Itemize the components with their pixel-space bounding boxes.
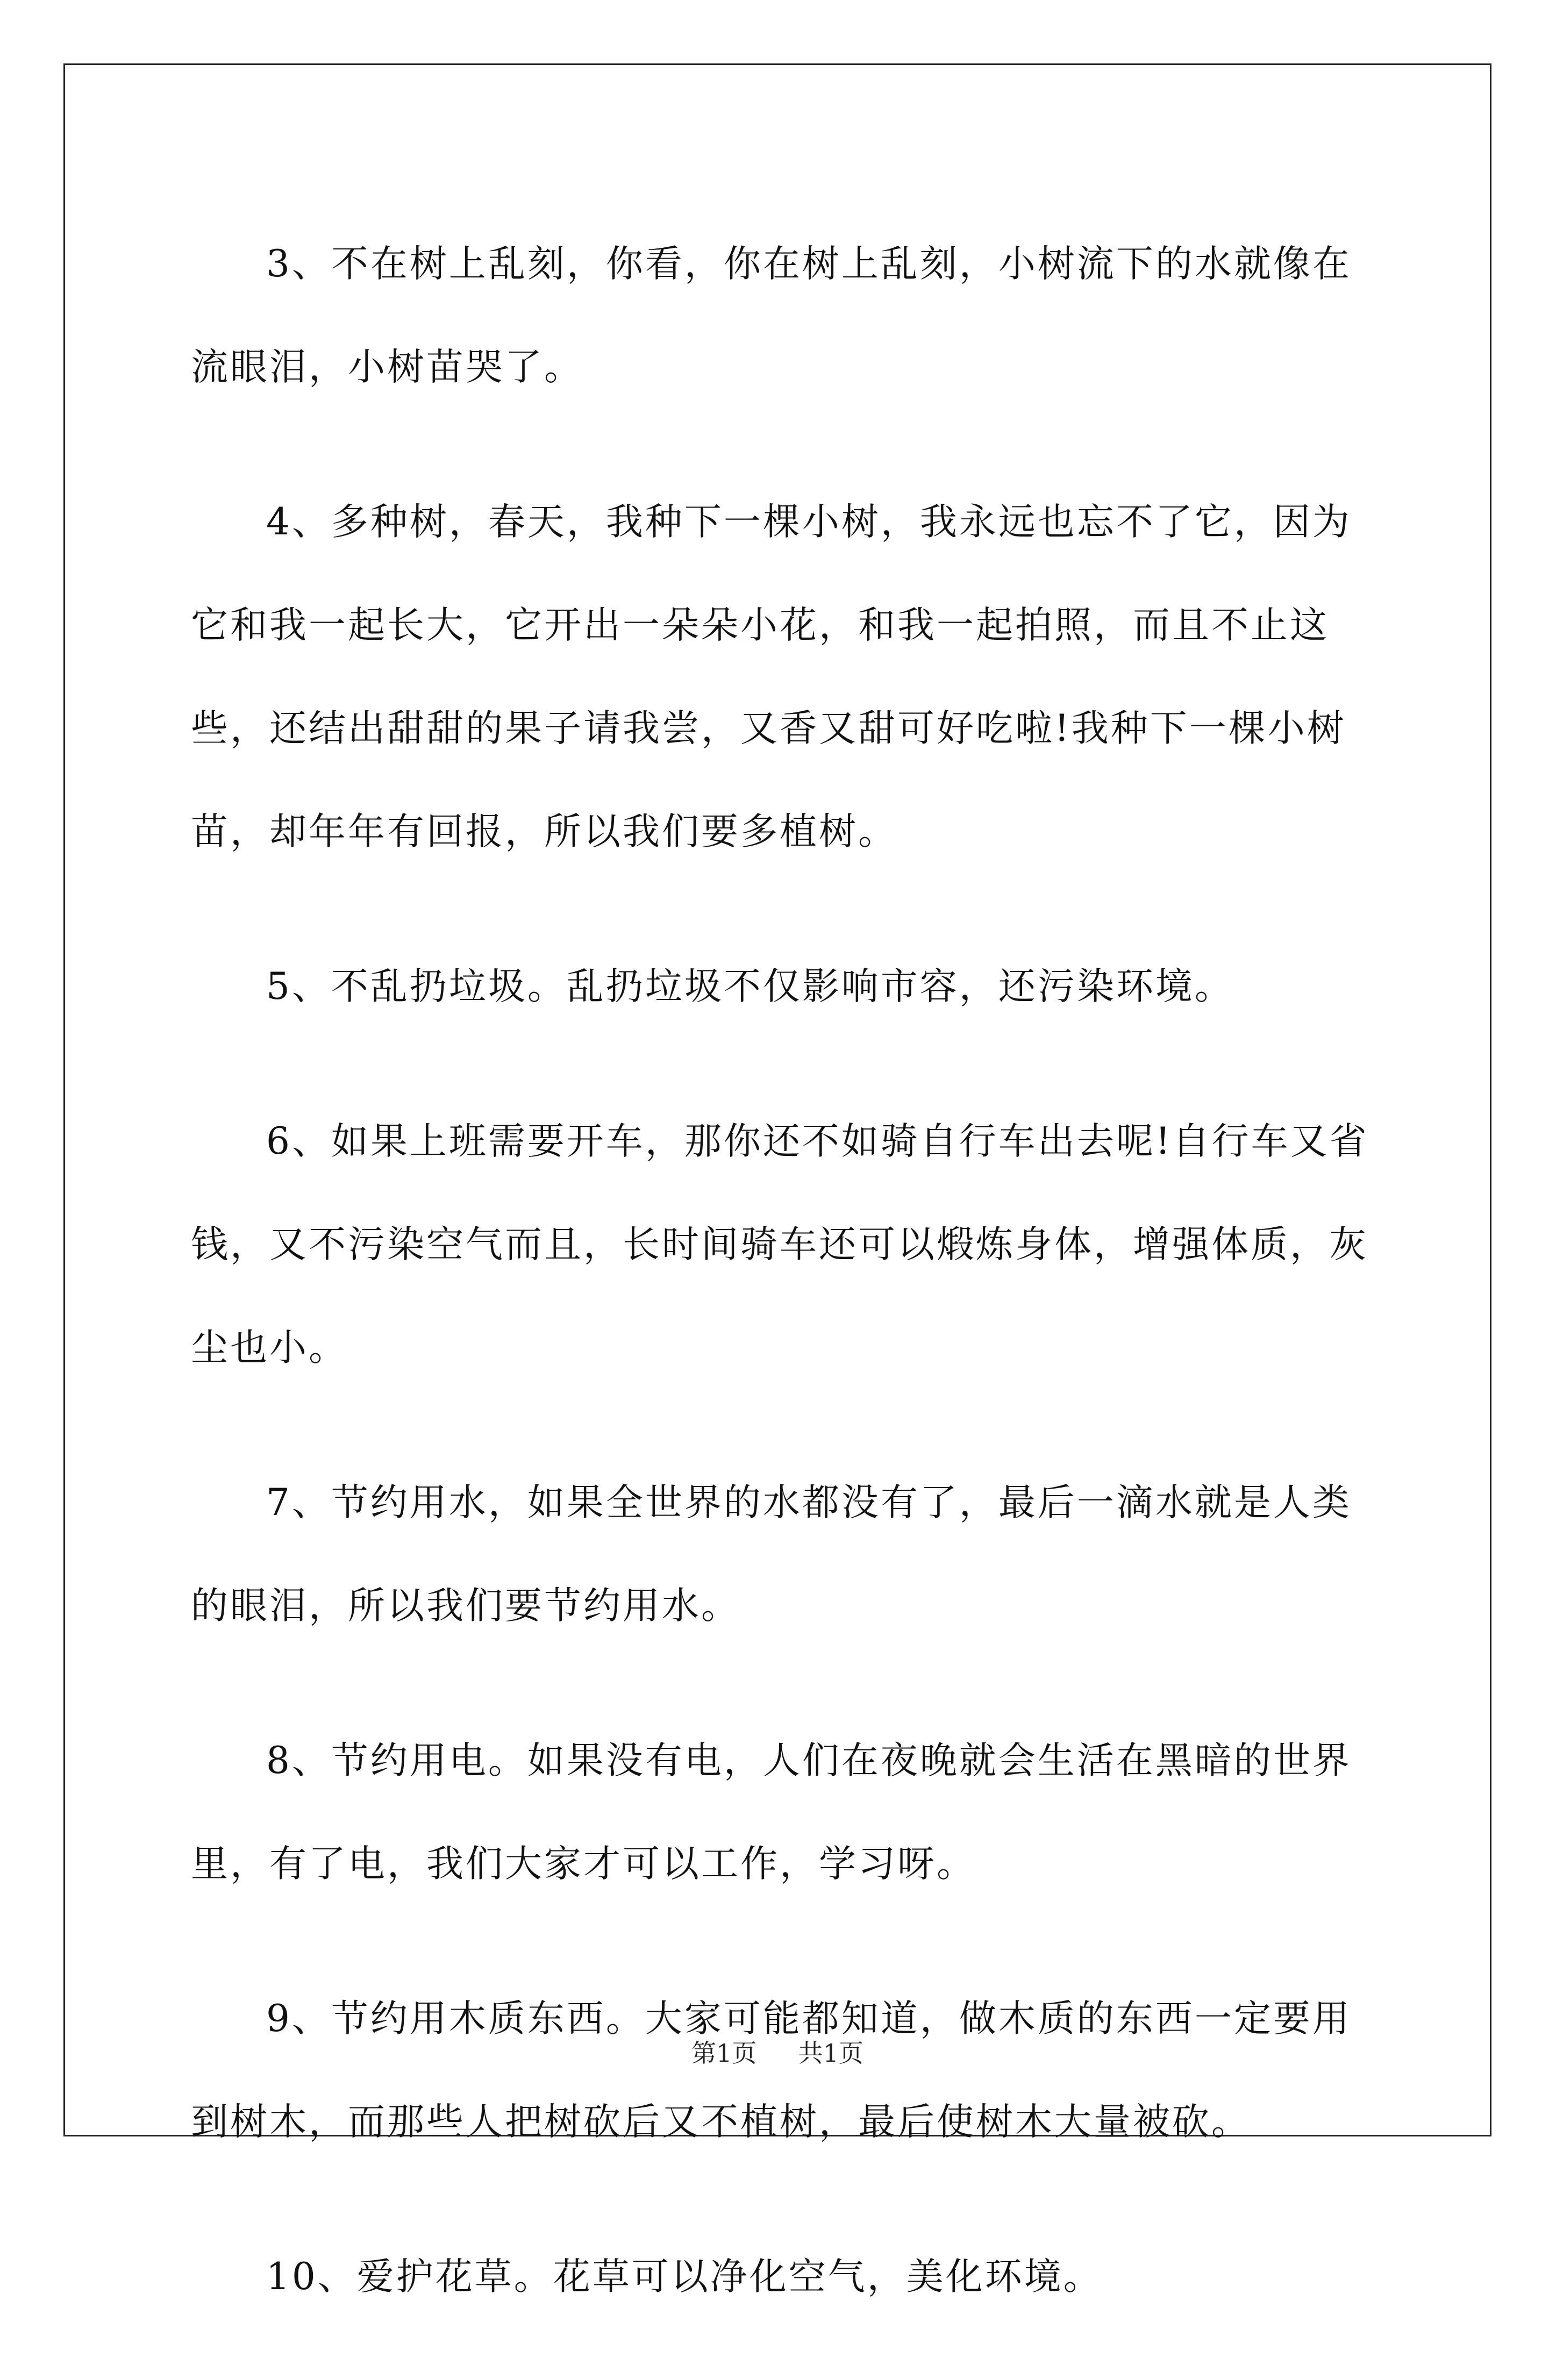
page-number-total: 共1页: [798, 2039, 863, 2068]
page-footer: [63, 2037, 1491, 2069]
paragraph-5: 5、不乱扔垃圾。乱扔垃圾不仅影响市容，还污染环境。: [266, 965, 1234, 1008]
paragraph-7: 7、节约用水，如果全世界的水都没有了，最后一滴水就是人类的眼泪，所以我们要节约用水。: [191, 1481, 1352, 1627]
paragraph-8: 8、节约用电。如果没有电，人们在夜晚就会生活在黑暗的世界里，有了电，我们大家才可以工作，学习呀。: [191, 1739, 1352, 1885]
paragraph-4: 4、多种树，春天，我种下一棵小树，我永远也忘不了它，因为它和我一起长大，它开出一朵朵小花，和我一起拍照，而且不止这些，还结出甜甜的果子请我尝，又香又甜可好吃啦!我种下一棵小树苗，却年年有回报，所以我们要多植树。: [191, 501, 1352, 853]
paragraph-9: 9、节约用木质东西。大家可能都知道，做木质的东西一定要用到树木，而那些人把树砍后又不植树，最后使树木大量被砍。: [191, 1997, 1352, 2143]
paragraph-6: 6、如果上班需要开车，那你还不如骑自行车出去呢!自行车又省钱，又不污染空气而且，长时间骑车还可以煅炼身体，增强体质，灰尘也小。: [191, 1120, 1369, 1369]
paragraph-10: 10、爱护花草。花草可以净化空气，美化环境。: [266, 2255, 1103, 2298]
page-number-current: 第1页: [691, 2039, 757, 2068]
paragraph-3: 3、不在树上乱刻，你看，你在树上乱刻，小树流下的水就像在流眼泪，小树苗哭了。: [191, 242, 1352, 389]
